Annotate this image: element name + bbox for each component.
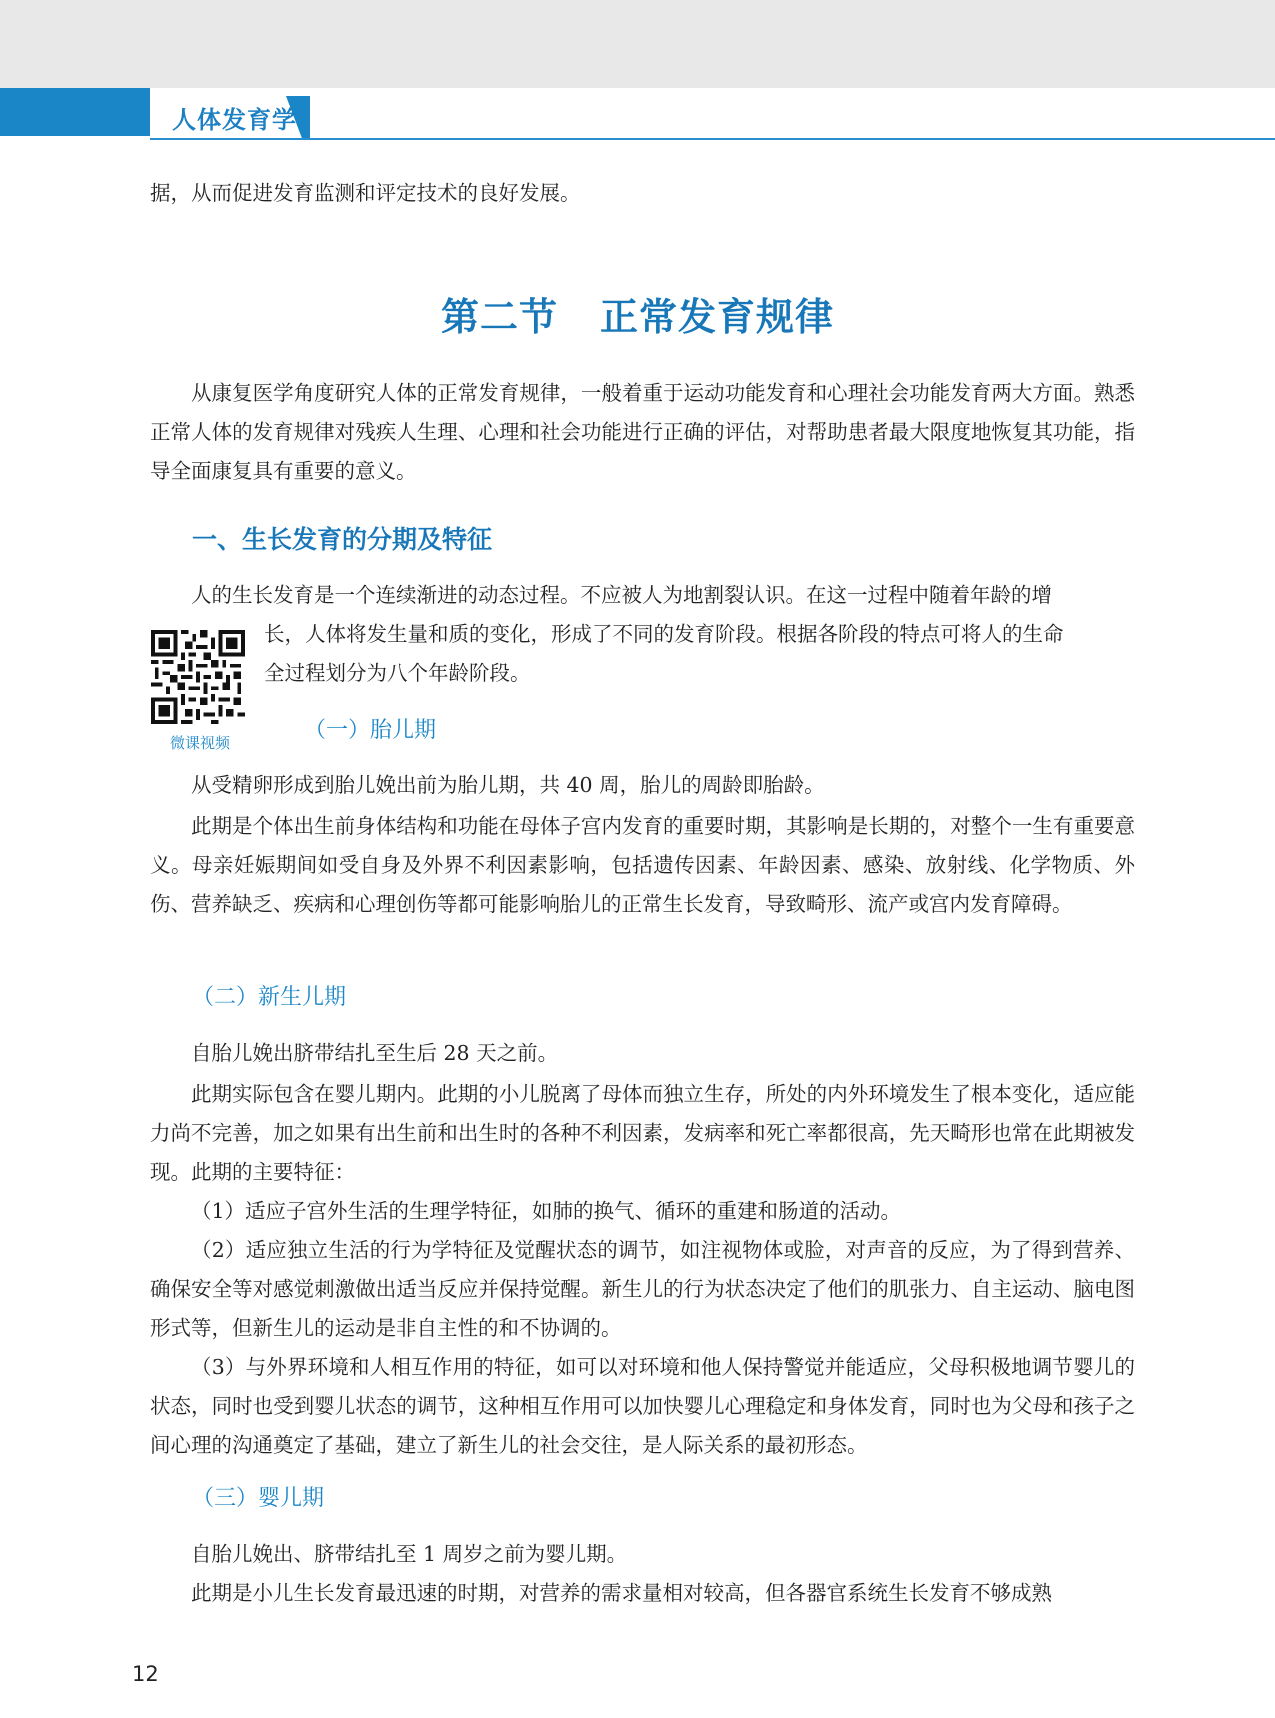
neonatal-item-3: （3）与外界环境和人相互作用的特征，如可以对环境和他人保持警觉并能适应，父母积极地调节婴儿的状态，同时也受到婴儿状态的调节，这种相互作用可以加快婴儿心理稳定和身体发育，同时也为父母和孩子之间心理的沟通奠定了基础，建立了新生儿的社会交往，是人际关系的最初形态。 (150, 1355, 1135, 1457)
fetal-p1: 从受精卵形成到胎儿娩出前为胎儿期，共 40 周，胎儿的周龄即胎龄。 (191, 773, 825, 797)
book-title: 人体发育学 (172, 106, 297, 134)
header-rule (150, 138, 1275, 140)
section-name: 正常发育规律 (600, 295, 835, 339)
section-title (0, 286, 1275, 341)
qr-code-icon[interactable] (151, 630, 245, 724)
page-number: 12 (132, 1662, 159, 1686)
neonatal-p2: 此期实际包含在婴儿期内。此期的小儿脱离了母体而独立生存，所处的内外环境发生了根本变化，适应能力尚不完善，加之如果有出生前和出生时的各种不利因素，发病率和死亡率都很高，先天畸形也常在此期被发现。此期的主要特征： (150, 1082, 1135, 1184)
neonatal-item-2: （2）适应独立生活的行为学特征及觉醒状态的调节，如注视物体或脸，对声音的反应，为了得到营养、确保安全等对感觉刺激做出适当反应并保持觉醒。新生儿的行为状态决定了他们的肌张力、自主运动、脑电图形式等，但新生儿的运动是非自主性的和不协调的。 (150, 1238, 1135, 1340)
stages-intro-line3: 全过程划分为八个年龄阶段。 (264, 661, 531, 685)
header-accent-block (0, 88, 150, 136)
section-intro: 从康复医学角度研究人体的正常发育规律，一般着重于运动功能发育和心理社会功能发育两大方面。熟悉正常人体的发育规律对残疾人生理、心理和社会功能进行正确的评估，对帮助患者最大限度地恢复其功能，指导全面康复具有重要的意义。 (150, 381, 1135, 483)
header-band (0, 0, 1275, 88)
intro-fragment: 据，从而促进发育监测和评定技术的良好发展。 (150, 181, 581, 205)
stages-intro-line1: 人的生长发育是一个连续渐进的动态过程。不应被人为地割裂认识。在这一过程中随着年龄的增 (191, 583, 1052, 607)
infant-p1: 自胎儿娩出、脐带结扎至 1 周岁之前为婴儿期。 (191, 1542, 628, 1566)
neonatal-p1: 自胎儿娩出脐带结扎至生后 28 天之前。 (191, 1041, 559, 1065)
heading-stages: 一、生长发育的分期及特征 (192, 525, 493, 554)
heading-infant: （三）婴儿期 (192, 1486, 325, 1511)
stages-intro-line2: 长，人体将发生量和质的变化，形成了不同的发育阶段。根据各阶段的特点可将人的生命 (264, 622, 1064, 646)
qr-label: 微课视频 (169, 734, 230, 752)
infant-p2: 此期是小儿生长发育最迅速的时期，对营养的需求量相对较高，但各器官系统生长发育不够成熟 (191, 1581, 1052, 1605)
heading-fetal: （一）胎儿期 (304, 718, 437, 743)
section-number: 第二节 (440, 295, 558, 339)
fetal-p2: 此期是个体出生前身体结构和功能在母体子宫内发育的重要时期，其影响是长期的，对整个一生有重要意义。母亲妊娠期间如受自身及外界不利因素影响，包括遗传因素、年龄因素、感染、放射线、化学物质、外伤、营养缺乏、疾病和心理创伤等都可能影响胎儿的正常生长发育，导致畸形、流产或宫内发育障碍。 (150, 814, 1135, 916)
neonatal-item-1: （1）适应子宫外生活的生理学特征，如肺的换气、循环的重建和肠道的活动。 (191, 1199, 902, 1223)
heading-neonatal: （二）新生儿期 (192, 985, 347, 1010)
